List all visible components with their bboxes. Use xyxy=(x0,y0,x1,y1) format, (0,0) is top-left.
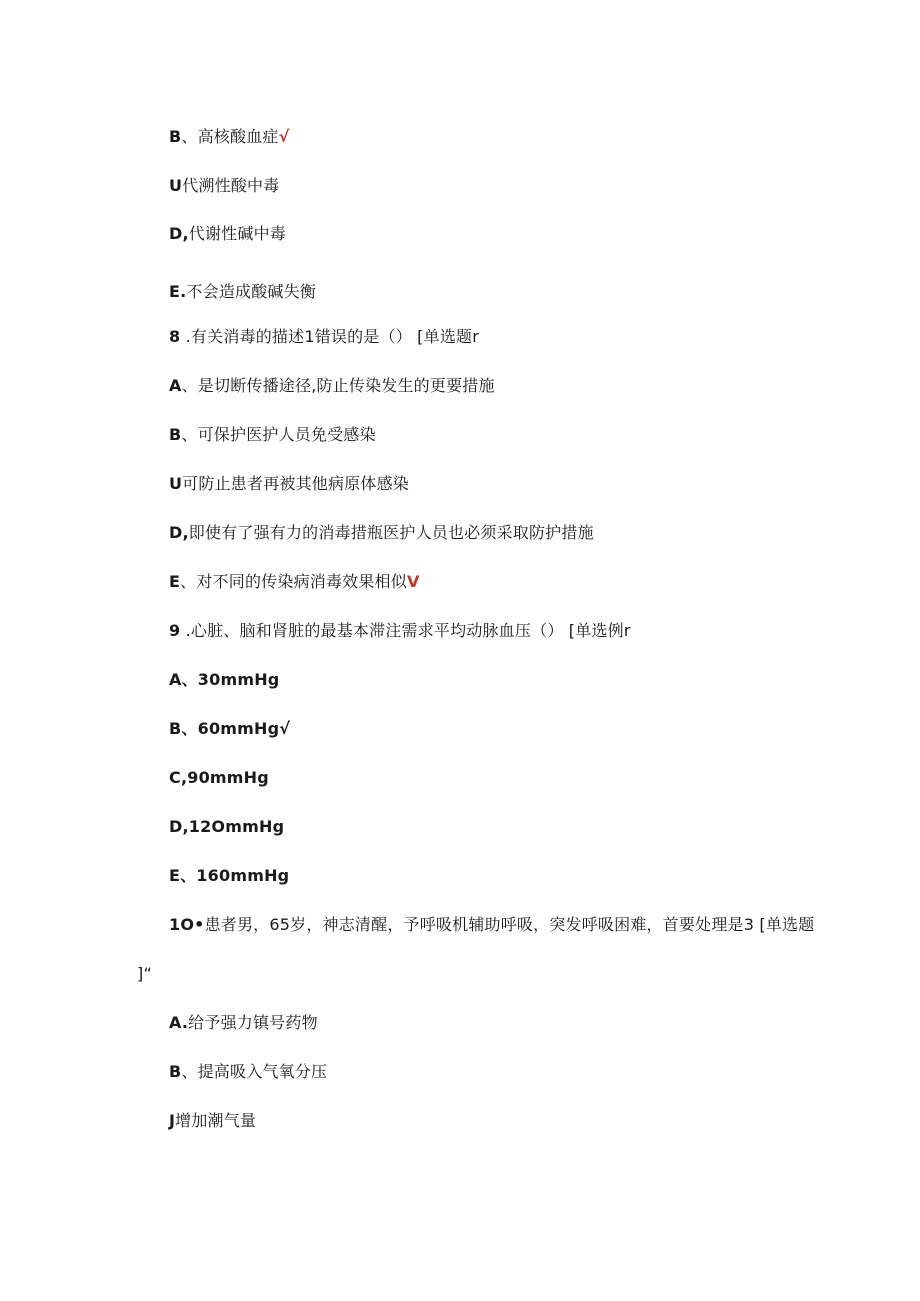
option-text: 、提高吸入气氧分压 xyxy=(181,1062,328,1081)
option-label: B xyxy=(169,127,182,146)
option-label: E xyxy=(169,866,181,885)
option-label: D, xyxy=(169,224,189,243)
option-line xyxy=(169,282,316,302)
option-text: 不会造成酸碱失衡 xyxy=(186,282,317,301)
option-text: 12OmmHg xyxy=(188,817,285,836)
option-text: 、60mmHg√ xyxy=(181,719,291,738)
question-text: 患者男，65岁，神志清醒，予呼吸机辅助呼吸，突发呼吸困难，首要处理是3 [单选题 xyxy=(204,915,815,934)
question-number: 8 xyxy=(169,327,181,346)
option-text: 可防止患者再被其他病原体感染 xyxy=(182,474,410,493)
option-line xyxy=(169,817,284,837)
option-label: U xyxy=(169,176,183,195)
question-continuation xyxy=(137,964,152,984)
question-number: 1O• xyxy=(169,915,205,934)
option-label: A. xyxy=(169,1013,189,1032)
option-line xyxy=(169,376,495,396)
option-line xyxy=(169,127,289,147)
option-label: B xyxy=(169,719,182,738)
option-label: E. xyxy=(169,282,187,301)
option-line xyxy=(169,866,289,886)
option-text: 增加潮气量 xyxy=(175,1111,257,1130)
option-text: 即使有了强有力的消毒措瓶医护人员也必须采取防护措施 xyxy=(188,523,594,542)
option-line xyxy=(169,670,279,690)
option-line xyxy=(169,425,376,445)
option-line xyxy=(169,1013,318,1033)
option-line xyxy=(169,572,420,592)
option-text: 、是切断传播途径,防止传染发生的更要措施 xyxy=(181,376,495,395)
question-line xyxy=(169,327,479,347)
option-text: 、可保护医护人员免受感染 xyxy=(181,425,376,444)
option-text: 、160mmHg xyxy=(180,866,290,885)
option-line xyxy=(169,1062,327,1082)
question-text: .有关消毒的描述1错误的是（） [单选题r xyxy=(180,327,480,346)
option-label: D, xyxy=(169,523,189,542)
question-line xyxy=(169,621,631,641)
option-line xyxy=(169,1111,256,1131)
option-line xyxy=(169,768,269,788)
option-text: 代溯性酸中毒 xyxy=(182,176,280,195)
answer-mark: √ xyxy=(278,127,290,146)
option-label: U xyxy=(169,474,183,493)
option-line xyxy=(169,224,286,244)
option-label: B xyxy=(169,425,182,444)
question-text: .心脏、脑和肾脏的最基本滞注需求平均动脉血压（） [单选例r xyxy=(180,621,631,640)
option-text: 、30mmHg xyxy=(181,670,280,689)
option-label: A xyxy=(169,670,182,689)
option-line xyxy=(169,474,409,494)
option-text: 代谢性碱中毒 xyxy=(188,224,286,243)
option-text: 给予强力镇号药物 xyxy=(188,1013,318,1032)
option-label: E xyxy=(169,572,181,591)
option-text: 、高核酸血症 xyxy=(181,127,279,146)
question-number: 9 xyxy=(169,621,181,640)
option-line xyxy=(169,719,290,739)
option-label: D, xyxy=(169,817,189,836)
option-label: A xyxy=(169,376,182,395)
question-text: ]“ xyxy=(137,964,152,983)
option-text: 、对不同的传染病消毒效果相似 xyxy=(180,572,407,591)
option-line xyxy=(169,523,594,543)
option-line xyxy=(169,176,279,196)
option-label: J xyxy=(169,1111,176,1130)
answer-mark: V xyxy=(406,572,420,591)
option-label: C, xyxy=(169,768,188,787)
question-line xyxy=(169,915,814,935)
option-label: B xyxy=(169,1062,182,1081)
option-text: 90mmHg xyxy=(187,768,269,787)
